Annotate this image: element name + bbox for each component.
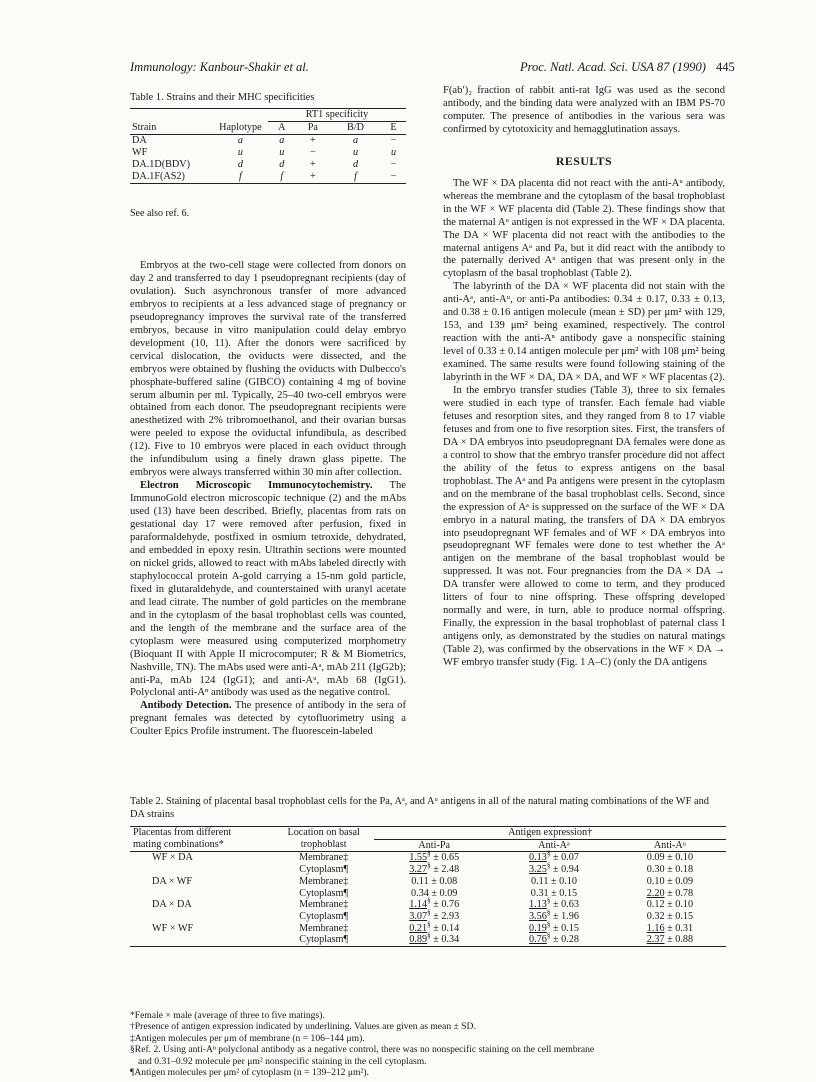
paragraph-heading: Antibody Detection. — [140, 700, 232, 712]
table1-cell: d — [279, 159, 285, 170]
table2-header-anti-pa: Anti-Pa — [374, 839, 494, 852]
table2-cell-aa: 0.31 ± 0.15 — [530, 887, 578, 899]
table1-title: Table 1. Strains and their MHC specificities — [130, 92, 315, 103]
paragraph-text: The presence of antibody in the sera of pregnant females was detected by cytofluorimetry using a Coulter Epics Profile instrument. The fluorescein-labeled — [130, 700, 406, 738]
running-header-authors: Immunology: Kanbour-Shakir et al. — [130, 60, 309, 74]
table1-cell: d — [237, 159, 243, 170]
paragraph: In the embryo transfer studies (Table 3), three to six females were studied in each type of transfer. Each female had viable fetuses and resorption sites, and they ranged from 8 to 17 viable fetuses and from one to five resorption sites. First, the transfers of DA × DA embryos into pseudopregnant DA females were done as a control to show that the embryo transfer procedure did not affect the ability of the fetus to express antigens on the basal trophoblast. The Aᵃ and Pa antigens were present in the cytoplasm and on the membrane of the basal trophoblast cells. Second, since the expression of Aᵃ is suppressed on the surface of the WF × DA embryo in a natural mating, the transfers of DA × DA embryos into pseudopregnant WF females and of WF × DA embryos into pseudopregnant WF females were done to test whether the Aᵃ antigen on the membrane of the basal trophoblast would be suppressed. It was not. Four pregnancies from the DA × DA → DA transfer were allowed to come to term, and they produced litters of four to nine offspring. These offspring developed normally and were, in turn, able to produce normal offspring. Finally, the expression in the basal trophoblast of paternal class I antigens only, as demonstrated by the studies on natural matings (Table 2), was confirmed by the observations in the WF × DA → WF embryo transfer study (Fig. 1 A–C) (only the DA antigens — [443, 385, 725, 669]
table1-cell: DA.1D(BDV) — [132, 159, 191, 170]
table2-header-mating: Placentas from different — [130, 827, 273, 840]
table2-cell-pa: 0.11 ± 0.08 — [411, 875, 458, 887]
table2-cell-loc: Membrane‡ — [299, 852, 349, 864]
paragraph: Embryos at the two-cell stage were collected from donors on day 2 and transferred to day 1 pseudopregnant recipients (day of ovulation). Such asynchronous transfer of more advanced embryos to recipients at a less advanced stage of pregnancy or pseudopregnancy improves the survival rate of the transferred embryos, because in vitro manipulation could delay embryo development (10, 11). After the donors were sacrificed by cervical dislocation, the oviducts were dissected, and the embryos were obtained by flushing the oviducts with Dulbecco's phosphate-buffered saline (GIBCO) containing 4 mg of bovine serum albumin per ml. Typically, 25–40 two-cell embryos were obtained from each donor. The pseudopregnant recipients were anesthetized with 2% tribromoethanol, and their ovarian bursas were peeled to expose the oviductal infundibula, as described (12). Five to 10 embryos were placed in each oviduct through the infundibulum using a finely drawn glass pipette. The embryos were always transferred within 30 min after collection. — [130, 260, 406, 479]
table1-cell: a — [352, 135, 359, 146]
footnote: §Ref. 2. Using anti-Aⁿ polyclonal antibody as a negative control, there was no nonspecific staining on the cell membrane — [130, 1044, 595, 1056]
paragraph — [130, 480, 406, 700]
table2-title: Table 2. Staining of placental basal trophoblast cells for the Pa, Aᵃ, and Aᵘ antigens in all of the natural mating combinations of the WF and DA strains — [130, 796, 709, 820]
table2-cell-aa: 0.13§ ± 0.07 — [529, 850, 579, 864]
table2-cell-aa: 0.76§ ± 0.28 — [494, 934, 614, 946]
table2-cell-loc: Membrane‡ — [299, 899, 349, 911]
table1-cell: f — [330, 171, 381, 184]
table1-header-haplotype: Haplotype — [213, 122, 268, 135]
table2-cell-loc: Cytoplasm¶ — [299, 887, 349, 899]
table2-cell-au: 0.30 ± 0.18 — [646, 864, 694, 876]
table1-cell: a — [279, 135, 285, 146]
table2-cell-loc: Membrane‡ — [299, 875, 349, 887]
table1-cell: + — [309, 159, 316, 170]
right-column — [443, 85, 725, 670]
table2-cell-loc: Membrane‡ — [299, 922, 349, 934]
left-column — [130, 260, 406, 739]
running-header-journal: Proc. Natl. Acad. Sci. USA 87 (1990) — [520, 60, 706, 74]
table1-cell: f — [213, 171, 268, 184]
paragraph-text: The ImmunoGold electron microscopic technique (2) and the mAbs used (13) have been described. Briefly, placentas from rats on gestational day 17 were removed after perfusion, fixed in paraformaldehyde, postfixed in osmium tetroxide, dehydrated, and embedded in epoxy resin. Ultrathin sections were mounted on nickel grids, allowed to react with mAbs labeled directly with staphylococcal protein A-gold carrying a 15-nm gold particle, fixed in glutaraldehyde, and counterstained with uranyl acetate and lead citrate. The number of gold particles on the membrane and in the cytoplasm of the basal trophoblast cells was counted, and the length of the membrane and the surface area of the cytoplasm were measured using computerized morphometry (Bioquant II with Apple II microcomputer; R & M Biometrics, Nashville, TN). The mAbs used were anti-Aᵃ, mAb 211 (IgG2b); anti-Pa, mAb 124 (IgG1); and anti-Aᵘ, mAb 68 (IgG1). Polyclonal anti-Aⁿ antibody was used as the negative control. — [130, 480, 406, 699]
table2-cell-au: 1.16 ± 0.31 — [646, 922, 694, 934]
table1-header-pa: Pa — [296, 122, 330, 135]
table2-cell-mating — [130, 864, 273, 876]
paragraph: F(ab′)₂ fraction of rabbit anti-rat IgG was used as the second antibody, and the binding data were analyzed with an IBM PS-70 computer. The presence of antibodies in the various sera was confirmed by cytotoxicity and hemagglutination assays. — [443, 85, 725, 135]
table2-cell-aa: 0.19§ ± 0.15 — [529, 920, 579, 934]
table2-cell-mating: WF × DA — [152, 852, 193, 864]
table1-cell: DA.1F(AS2) — [130, 171, 213, 184]
table2-cell-pa: 1.55§ ± 0.65 — [409, 850, 460, 864]
table1-header-e: E — [381, 122, 406, 135]
table1-row — [130, 171, 406, 184]
table1-cell: + — [309, 135, 316, 146]
table2-header-anti-aa: Anti-Aᵃ — [494, 839, 614, 852]
table2-cell-loc: Cytoplasm¶ — [273, 934, 374, 946]
table2-header-anti-au: Anti-Aᵘ — [614, 839, 726, 852]
footnote: ‡Antigen molecules per μm of membrane (n = 106–144 μm). — [130, 1032, 365, 1044]
table2-cell-loc: Cytoplasm¶ — [299, 910, 349, 922]
table1-cell: d — [352, 159, 359, 170]
table1-header-strain: Strain — [130, 122, 213, 135]
table1 — [130, 108, 406, 184]
table2-row — [130, 934, 726, 946]
table2-cell-aa: 1.13§ ± 0.63 — [529, 896, 579, 911]
table2 — [130, 826, 726, 947]
table2-cell-au: 0.09 ± 0.10 — [646, 852, 694, 864]
table2-cell-mating — [130, 911, 273, 923]
footnote: †Presence of antigen expression indicated by underlining. Values are given as mean ± SD. — [130, 1021, 476, 1033]
table2-header-mating-2: mating combinations* — [130, 839, 273, 852]
table1-cell: u — [279, 147, 285, 158]
table1-cell: DA — [132, 135, 147, 146]
table2-header-location-2: trophoblast — [273, 839, 374, 852]
section-title-results: RESULTS — [555, 153, 613, 168]
footnote: and 0.31–0.92 molecule per μm² nonspecific staining in the cell cytoplasm. — [138, 1055, 427, 1067]
table2-cell-pa: 0.21§ ± 0.14 — [409, 920, 460, 934]
table2-cell-au: 0.12 ± 0.10 — [646, 899, 694, 911]
table1-cell: − — [381, 171, 406, 184]
table1-cell: + — [296, 171, 330, 184]
table2-cell-pa: 0.34 ± 0.09 — [411, 887, 458, 899]
table1-row — [130, 159, 406, 171]
table1-cell: u — [237, 147, 243, 158]
table2-header-location: Location on basal — [273, 827, 374, 840]
paragraph: The labyrinth of the DA × WF placenta did not stain with the anti-Aᵃ, anti-Aᵘ, or anti-Pa antibodies: 0.34 ± 0.17, 0.33 ± 0.13, and 0.38 ± 0.16 antigen molecule (mean ± SD) per μm² with 129, 153, and 139 μm² being examined, respectively. The control reaction with the anti-Aⁿ antibody gave a nonspecific staining level of 0.33 ± 0.14 antigen molecule per μm² with 108 μm² being examined. The same results were found following staining of the labyrinth in the WF × DA, DA × DA, and WF × WF placentas (2). — [443, 281, 725, 384]
table2-cell-mating — [130, 934, 273, 946]
table2-cell-aa: 0.11 ± 0.10 — [530, 875, 577, 887]
table1-header-a: A — [268, 122, 296, 135]
table2-cell-loc: Cytoplasm¶ — [299, 864, 349, 876]
table2-cell-mating: DA × DA — [152, 899, 192, 911]
table2-row — [130, 876, 726, 888]
table1-cell: WF — [132, 147, 148, 158]
paragraph: The WF × DA placenta did not react with the anti-Aᵘ antibody, whereas the membrane and the cytoplasm of the basal trophoblast in the WF × WF placenta did (Table 2). These findings show that the maternal Aᵘ antigen is not expressed in the WF × DA placenta. The DA × WF placenta did not react with the antibodies to the maternal antigens Aᵃ and Pa, but it did react with the antibody to the paternally derived Aᵘ antigen that was present only in the cytoplasm of the basal trophoblast (Table 2). — [443, 177, 725, 280]
table1-cell: − — [390, 135, 397, 146]
table1-header-bd: B/D — [330, 122, 381, 135]
table1-cell: u — [390, 147, 397, 158]
table1-cell: − — [390, 159, 397, 170]
paragraph — [130, 700, 406, 739]
table2-group-header: Antigen expression† — [374, 827, 726, 840]
table1-group-header: RT1 specificity — [268, 109, 406, 122]
table2-footnotes — [130, 1010, 726, 1078]
table2-cell-au: 2.37 ± 0.88 — [614, 934, 726, 946]
table1-cell: f — [268, 171, 296, 184]
paragraph-heading: Electron Microscopic Immunocytochemistry. — [140, 480, 373, 492]
table2-cell-mating: DA × WF — [152, 875, 193, 887]
table2-cell-aa: 3.56§ ± 1.96 — [529, 908, 579, 922]
table2-cell-au: 2.20 ± 0.78 — [646, 887, 694, 899]
table1-row — [130, 147, 406, 159]
table2-cell-pa: 0.89§ ± 0.34 — [374, 934, 494, 946]
table2-body — [130, 852, 726, 947]
table2-cell-aa: 3.25§ ± 0.94 — [529, 861, 579, 876]
table2-cell-pa: 3.07§ ± 2.93 — [409, 908, 460, 922]
table2-cell-mating: WF × WF — [152, 922, 194, 934]
table2-cell-au: 0.32 ± 0.15 — [646, 910, 694, 922]
table2-cell-au: 0.10 ± 0.09 — [646, 875, 694, 887]
table1-note: See also ref. 6. — [130, 208, 190, 219]
table1-row — [130, 135, 406, 148]
footnote: ¶Antigen molecules per μm² of cytoplasm (n = 139–212 μm²). — [130, 1067, 369, 1079]
table1-cell: − — [309, 147, 316, 158]
table1-cell: a — [237, 135, 243, 146]
page-number: 445 — [716, 60, 735, 74]
table1-cell: u — [352, 147, 359, 158]
table2-cell-pa: 3.27§ ± 2.48 — [409, 861, 460, 876]
footnote: *Female × male (average of three to five matings). — [130, 1010, 325, 1021]
table2-row — [130, 864, 726, 876]
table2-cell-pa: 1.14§ ± 0.76 — [409, 896, 460, 911]
table2-cell-mating — [130, 888, 273, 900]
